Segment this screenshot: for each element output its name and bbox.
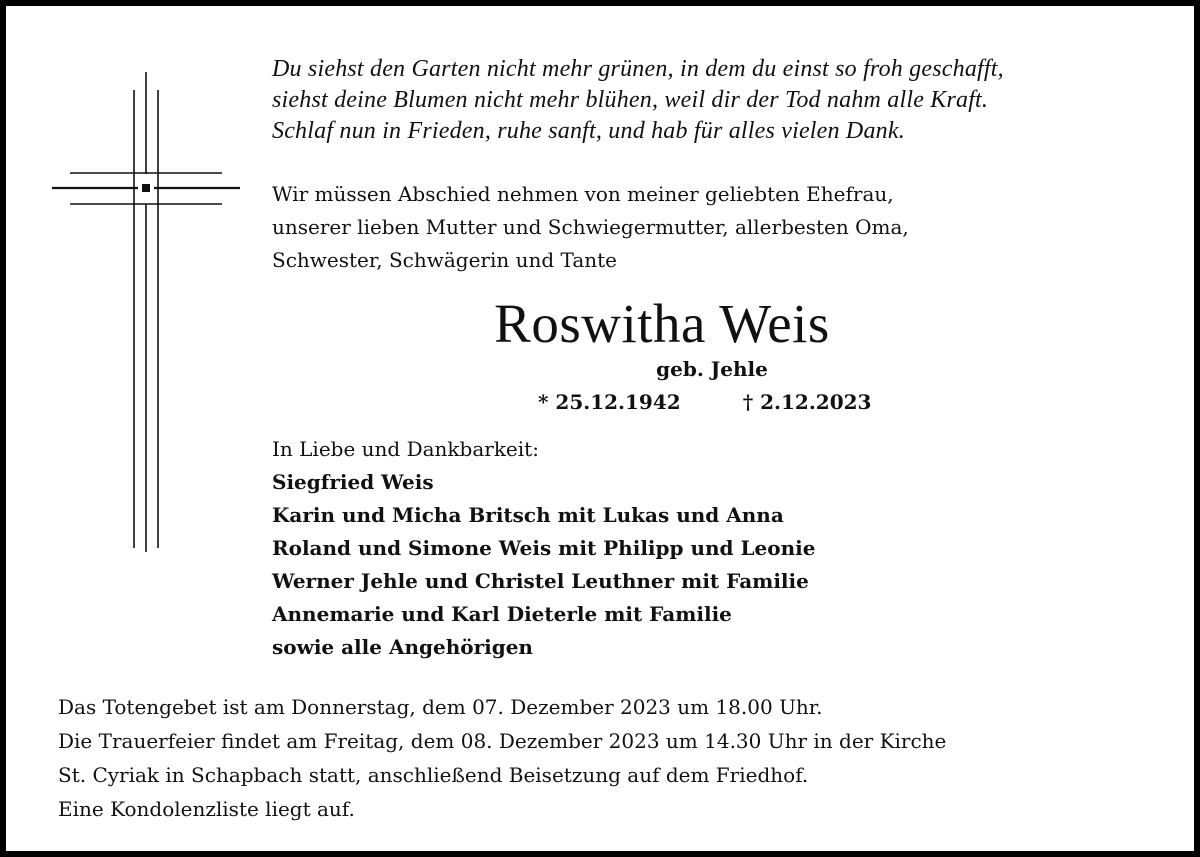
death-date: † 2.12.2023 [742,390,872,414]
service-line: St. Cyriak in Schapbach statt, anschließend Beisetzung auf dem Friedhof. [58,763,809,787]
mourner-line: Werner Jehle und Christel Leuthner mit Familie [272,569,809,593]
intro-text [272,178,1172,277]
poem-line: Schlaf nun in Frieden, ruhe sanft, und hab für alles vielen Dank. [272,118,905,144]
poem-line: siehst deine Blumen nicht mehr blühen, weil dir der Tod nahm alle Kraft. [272,87,989,113]
birth-date: * 25.12.1942 [538,390,681,414]
intro-line: unserer lieben Mutter und Schwiegermutter, allerbesten Oma, [272,215,909,239]
deceased-name: Roswitha Weis [494,293,830,354]
poem-line: Du siehst den Garten nicht mehr grünen, in dem du einst so froh geschafft, [272,56,1004,82]
intro-line: Wir müssen Abschied nehmen von meiner geliebten Ehefrau, [272,182,894,206]
mourner-line: Annemarie und Karl Dieterle mit Familie [272,602,732,626]
service-information [58,690,1158,826]
life-dates [538,387,871,417]
service-line: Die Trauerfeier findet am Freitag, dem 08. Dezember 2023 um 14.30 Uhr in der Kirche [58,729,947,753]
mourner-line: sowie alle Angehörigen [272,635,533,659]
birth-name: geb. Jehle [656,357,768,381]
mourners-lead: In Liebe und Dankbarkeit: [272,437,539,461]
intro-line: Schwester, Schwägerin und Tante [272,248,617,272]
service-line: Das Totengebet ist am Donnerstag, dem 07. Dezember 2023 um 18.00 Uhr. [58,695,823,719]
poem [272,54,1172,147]
mourner-line: Siegfried Weis [272,470,434,494]
service-line: Eine Kondolenzliste liegt auf. [58,797,355,821]
mourner-line: Roland und Simone Weis mit Philipp und Leonie [272,536,816,560]
mourner-line: Karin und Micha Britsch mit Lukas und Anna [272,503,784,527]
mourners-list [272,433,1172,664]
